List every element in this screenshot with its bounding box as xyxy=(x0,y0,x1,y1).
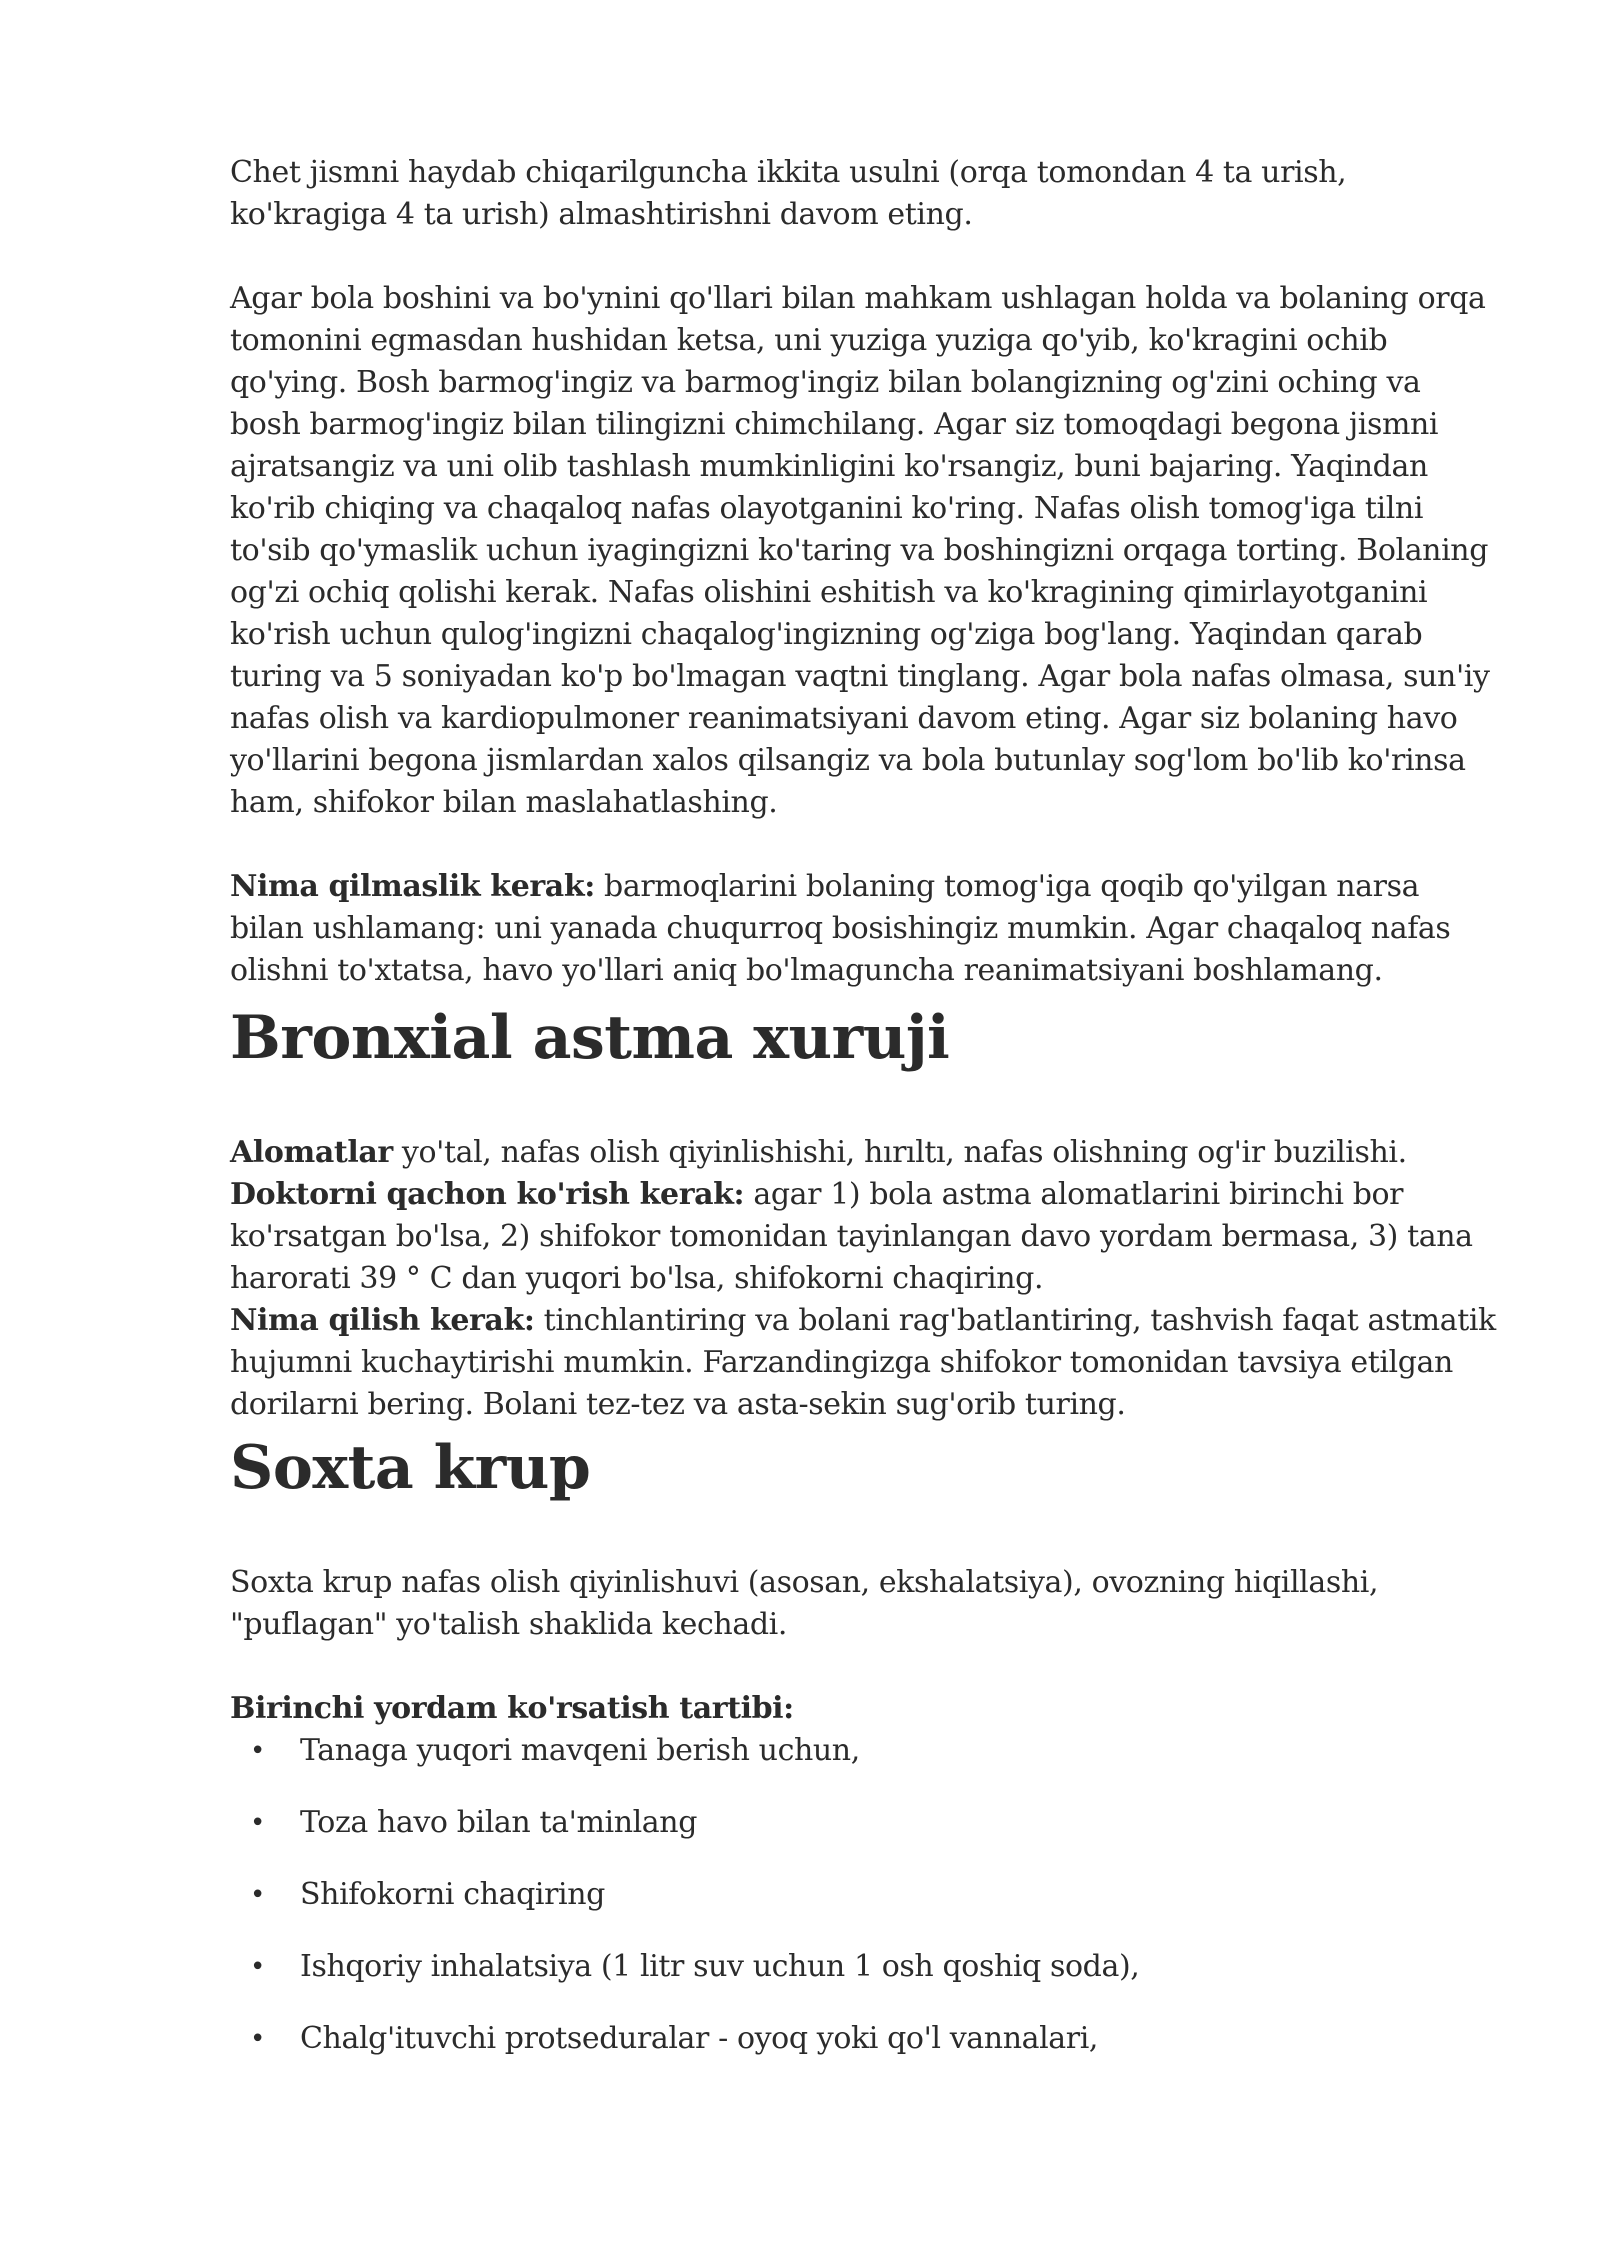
paragraph-croup-intro: Soxta krup nafas olish qiyinlishuvi (asosan, ekshalatsiya), ovozning hiqillashi, "puflagan" yo'talish shaklida kechadi. xyxy=(230,1565,1379,1642)
bullet-icon: • xyxy=(250,1952,265,1982)
heading-bronchial-asthma: Bronxial astma xuruji xyxy=(230,1003,950,1073)
list-item-text: Tanaga yuqori mavqeni berish uchun, xyxy=(300,1733,860,1768)
list-item-text: Ishqoriy inhalatsiya (1 litr suv uchun 1 osh qoshiq soda), xyxy=(300,1949,1140,1984)
heading-false-croup: Soxta krup xyxy=(230,1433,591,1503)
bullet-icon: • xyxy=(250,1880,265,1910)
asthma-todo-text: tinchlantiring va bolani rag'batlantiring, tashvish faqat astmatik hujumni kuchaytirishi mumkin. Farzandingizga shifokor tomonidan tavsiya etilgan dorilarni bering. Bolani tez-tez va asta-sekin sug'orib turing. xyxy=(230,1303,1496,1422)
paragraph-alternate-methods: Chet jismni haydab chiqarilguncha ikkita usulni (orqa tomondan 4 ta urish, ko'kragiga 4 ta urish) almashtirishni davom eting. xyxy=(230,155,1347,232)
croup-steps-label: Birinchi yordam ko'rsatish tartibi: xyxy=(230,1691,794,1726)
what-not-to-do-text: barmoqlarini bolaning tomog'iga qoqib qo'yilgan narsa bilan ushlamang: uni yanada chuqurroq bosishingiz mumkin. Agar chaqaloq nafas olishni to'xtatsa, havo yo'llari aniq bo'lmaguncha reanimatsiyani boshlamang. xyxy=(230,869,1451,988)
what-not-to-do-label: Nima qilmaslik kerak: xyxy=(230,869,595,904)
list-item xyxy=(230,1874,1500,1916)
bullet-icon: • xyxy=(250,2024,265,2054)
paragraph-what-not-to-do xyxy=(230,866,1500,992)
paragraph-unconscious-child: Agar bola boshini va bo'ynini qo'llari bilan mahkam ushlagan holda va bolaning orqa tomonini egmasdan hushidan ketsa, uni yuziga yuziga qo'yib, ko'kragini ochib qo'ying. Bosh barmog'ingiz va barmog'ingiz bilan bolangizning og'zini oching va bosh barmog'ingiz bilan tilingizni chimchilang. Agar siz tomoqdagi begona jismni ajratsangiz va uni olib tashlash mumkinligini ko'rsangiz, buni bajaring. Yaqindan ko'rib chiqing va chaqaloq nafas olayotganini ko'ring. Nafas olish tomog'iga tilni to'sib qo'ymaslik uchun iyagingizni ko'taring va boshingizni orqaga torting. Bolaning og'zi ochiq qolishi kerak. Nafas olishini eshitish va ko'kragining qimirlayotganini ko'rish uchun qulog'ingizni chaqalog'ingizning og'ziga bog'lang. Yaqindan qarab turing va 5 soniyadan ko'p bo'lmagan vaqtni tinglang. Agar bola nafas olmasa, sun'iy nafas olish va kardiopulmoner reanimatsiyani davom eting. Agar siz bolaning havo yo'llarini begona jismlardan xalos qilsangiz va bola butunlay sog'lom bo'lib ko'rinsa ham, shifokor bilan maslahatlashing. xyxy=(230,281,1490,820)
asthma-symptoms-text: yo'tal, nafas olish qiyinlishishi, hırıltı, nafas olishning og'ir buzilishi. xyxy=(392,1135,1407,1170)
list-item xyxy=(230,1730,1500,1772)
asthma-doctor-text: agar 1) bola astma alomatlarini birinchi bor ko'rsatgan bo'lsa, 2) shifokor tomonidan tayinlangan davo yordam bermasa, 3) tana harorati 39 ° C dan yuqori bo'lsa, shifokorni chaqiring. xyxy=(230,1177,1473,1296)
list-item xyxy=(230,1802,1500,1844)
bullet-icon: • xyxy=(250,1808,265,1838)
paragraph-asthma-symptoms xyxy=(230,1132,1500,1174)
asthma-todo-label: Nima qilish kerak: xyxy=(230,1303,535,1338)
croup-steps-heading xyxy=(230,1688,1500,1730)
list-item xyxy=(230,1946,1500,1988)
bullet-icon: • xyxy=(250,1736,265,1766)
asthma-symptoms-label: Alomatlar xyxy=(230,1135,393,1170)
list-item-text: Toza havo bilan ta'minlang xyxy=(300,1805,698,1840)
paragraph-asthma-when-see-doctor xyxy=(230,1174,1500,1300)
croup-steps-list xyxy=(230,1730,1500,2060)
document-page xyxy=(230,152,1500,2090)
list-item-text: Shifokorni chaqiring xyxy=(300,1877,605,1912)
asthma-doctor-label: Doktorni qachon ko'rish kerak: xyxy=(230,1177,745,1212)
list-item-text: Chalg'ituvchi protseduralar - oyoq yoki qo'l vannalari, xyxy=(300,2021,1099,2056)
list-item xyxy=(230,2018,1500,2060)
paragraph-asthma-what-to-do xyxy=(230,1300,1500,1426)
